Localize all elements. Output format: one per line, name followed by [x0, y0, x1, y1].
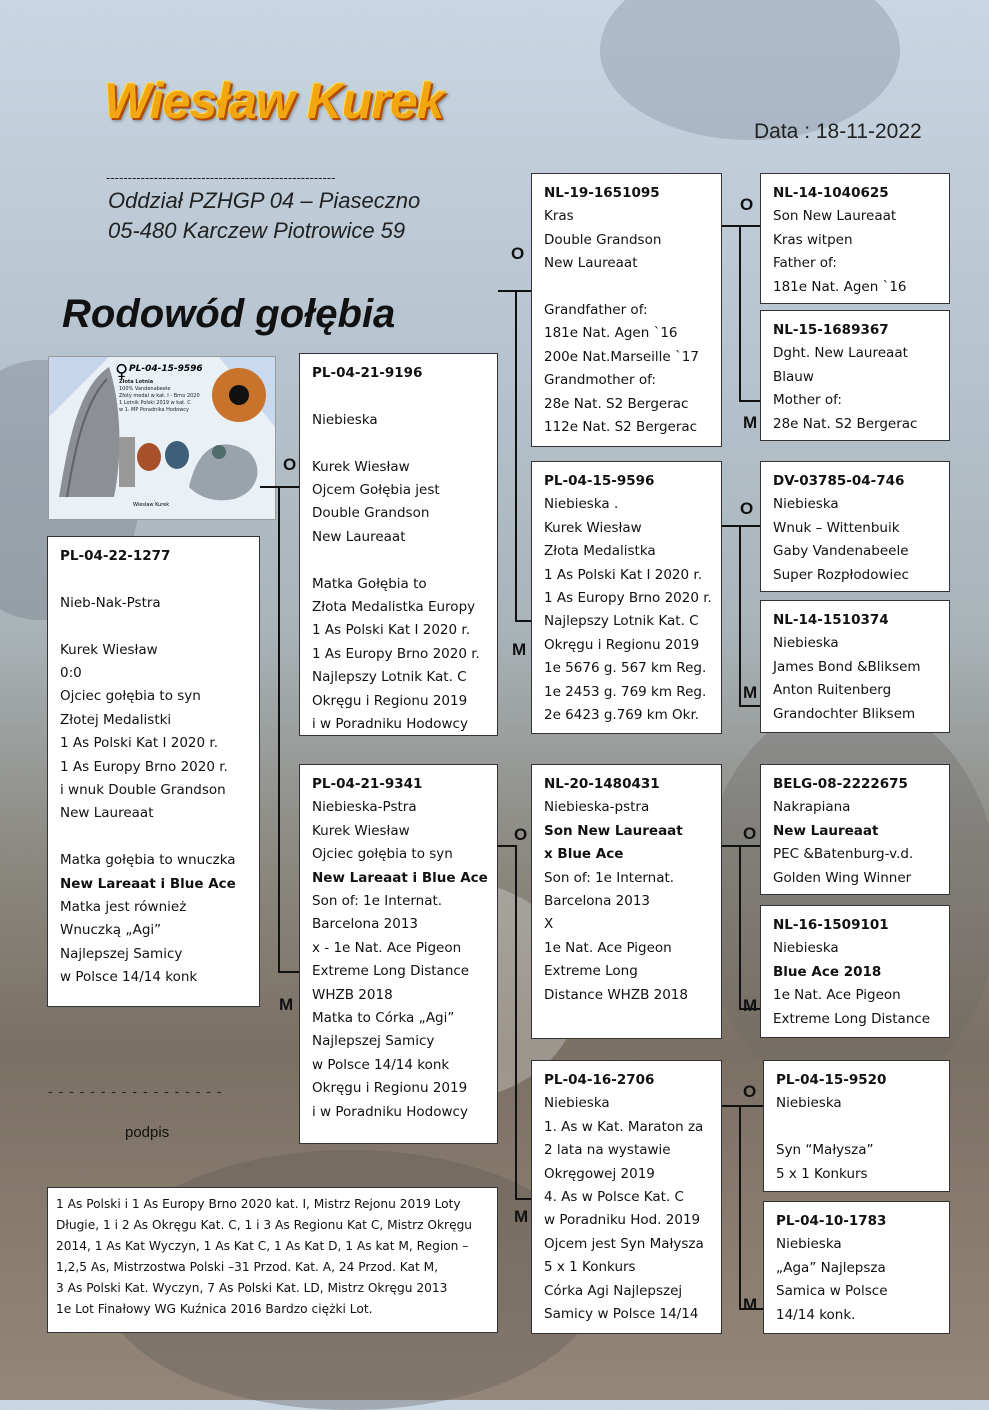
background-pigeon-blur — [600, 0, 900, 140]
photo-owner: Wiesław Kurek — [133, 502, 170, 508]
connector-line — [739, 225, 760, 227]
pedigree-line: Kurek Wiesław — [312, 822, 410, 839]
photo-caption-line: w 1. MP Poradnika Hodowcy — [119, 407, 190, 413]
pedigree-line: Okręgu i Regionu 2019 — [312, 1080, 468, 1097]
background-pigeon-blur — [700, 700, 989, 1100]
pedigree-line: Najlepszej Samicy — [312, 1033, 435, 1050]
ring-number: NL-20-1480431 — [544, 776, 660, 792]
connector-line — [722, 225, 739, 227]
pedigree-line: 1 As Polski Kat I 2020 r. — [312, 622, 470, 639]
pedigree-line: Najlepszy Lotnik Kat. C — [544, 613, 699, 630]
pedigree-line: i w Poradniku Hodowcy — [312, 1103, 468, 1120]
pedigree-line: New Laureaat — [60, 805, 154, 822]
connector-line — [278, 486, 299, 488]
pedigree-line: 1e Nat. Ace Pigeon — [773, 987, 901, 1004]
pedigree-line: i w Poradniku Hodowcy — [312, 716, 468, 733]
pedigree-line: Grandochter Bliksem — [773, 705, 916, 722]
pedigree-line: Niebieska — [773, 940, 839, 957]
pedigree-line: 1. As w Kat. Maraton za — [544, 1118, 704, 1135]
connector-line — [515, 290, 531, 292]
connector-line — [278, 486, 280, 972]
achievement-line: 2014, 1 As Kat Wyczyn, 1 As Kat C, 1 As Kat D, 1 As kat M, Region – — [56, 1239, 469, 1253]
pedigree-line: Wnuk – Wittenbuik — [773, 519, 900, 536]
pedigree-line: James Bond &Bliksem — [773, 658, 921, 675]
paternal-grandmother-card — [531, 461, 722, 734]
pedigree-line: Niebieska . — [544, 496, 619, 513]
mother-card — [299, 764, 498, 1144]
photo-caption-line: Złoty medal w kat. I - Brno 2020 — [119, 393, 200, 399]
pedigree-line: Kurek Wiesław — [60, 641, 158, 658]
pedigree-line: Niebieska — [776, 1095, 842, 1112]
ring-number: PL-04-10-1783 — [776, 1213, 887, 1229]
pedigree-line: Samicy w Polsce 14/14 — [544, 1306, 699, 1323]
pedigree-line: 1e 2453 g. 769 km Reg. — [544, 683, 707, 700]
pedigree-line: Złota Medalistka Europy — [312, 599, 476, 616]
pedigree-line: 14/14 konk. — [776, 1306, 856, 1323]
pedigree-line: 1 As Europy Brno 2020 r. — [312, 645, 480, 662]
pedigree-line: w Polsce 14/14 konk — [312, 1056, 450, 1073]
pedigree-line: Mother of: — [773, 392, 842, 409]
mother-mark: M — [743, 413, 758, 432]
great-grandparent-card — [760, 461, 950, 592]
pedigree-line: Nieb-Nak-Pstra — [60, 594, 161, 611]
pedigree-line: Córka Agi Najlepszej — [544, 1282, 683, 1299]
pedigree-line: Son New Laureaat — [544, 822, 683, 839]
mother-mark: M — [743, 1295, 758, 1314]
pedigree-line: 2 lata na wystawie — [544, 1142, 671, 1159]
father-mark: O — [743, 824, 757, 843]
mother-mark: M — [512, 640, 527, 659]
connector-line — [498, 845, 515, 847]
connector-line — [739, 1105, 741, 1310]
pedigree-line: Extreme Long Distance — [773, 1010, 931, 1027]
pedigree-line: Okręgowej 2019 — [544, 1165, 655, 1182]
connector-line — [515, 620, 531, 622]
pedigree-line: Syn “Małysza” — [776, 1142, 874, 1159]
pedigree-line — [312, 549, 487, 572]
ring-number: NL-15-1689367 — [773, 322, 889, 338]
pedigree-line: x Blue Ace — [544, 846, 624, 863]
connector-line — [260, 486, 279, 488]
pedigree-line — [60, 826, 249, 849]
venus-symbol-icon: ♀ — [115, 361, 129, 382]
father-mark: O — [283, 455, 297, 474]
pedigree-line: Kurek Wiesław — [312, 458, 410, 475]
pedigree-line: 112e Nat. S2 Bergerac — [544, 419, 698, 436]
pedigree-line: 1 As Polski Kat I 2020 r. — [544, 566, 702, 583]
connector-line — [739, 845, 741, 1010]
father-mark: O — [743, 1082, 757, 1101]
pedigree-line: 28e Nat. S2 Bergerac — [773, 415, 918, 432]
pedigree-line: 1 As Europy Brno 2020 r. — [544, 590, 712, 607]
pedigree-line: 0:0 — [60, 665, 82, 681]
father-card — [299, 353, 498, 736]
pedigree-line: Ojciec gołębia to syn — [60, 688, 201, 705]
pedigree-line: 1e 5676 g. 567 km Reg. — [544, 660, 707, 677]
connector-line — [739, 705, 760, 707]
achievement-line: 1 As Polski i 1 As Europy Brno 2020 kat. I, Mistrz Rejonu 2019 Loty — [56, 1197, 461, 1211]
ring-number: PL-04-21-9341 — [312, 776, 423, 792]
pedigree-line: Grandmother of: — [544, 372, 656, 389]
pedigree-line: Nakrapiana — [773, 799, 851, 816]
pedigree-line: Grandfather of: — [544, 302, 648, 319]
pedigree-line: Złotej Medalistki — [60, 711, 172, 728]
pedigree-line: Kras witpen — [773, 231, 853, 248]
pedigree-line: Matka to Córka „Agi” — [312, 1010, 455, 1027]
pedigree-line: 1e Nat. Ace Pigeon — [544, 939, 672, 956]
pedigree-line: Matka gołębia to wnuczka — [60, 852, 236, 869]
pedigree-line: Extreme Long — [544, 963, 638, 980]
mother-mark: M — [514, 1207, 529, 1226]
pedigree-line: New Laureaat — [773, 822, 879, 839]
pedigree-line — [312, 432, 487, 455]
pedigree-line: New Lareaat i Blue Ace — [60, 875, 236, 892]
ring-number: PL-04-21-9196 — [312, 365, 423, 381]
pedigree-line: Ojcem Gołębia jest — [312, 482, 440, 498]
pedigree-line: 4. As w Polsce Kat. C — [544, 1189, 684, 1206]
ring-number: DV-03785-04-746 — [773, 473, 905, 489]
father-mark: O — [740, 499, 754, 518]
connector-line — [739, 845, 760, 847]
connector-line — [722, 1105, 739, 1107]
connector-line — [739, 225, 741, 402]
pedigree-line: 200e Nat.Marseille `17 — [544, 348, 699, 365]
great-grandparent-card — [763, 1201, 950, 1334]
pedigree-line: New Lareaat i Blue Ace — [312, 869, 488, 886]
pedigree-line: 28e Nat. S2 Bergerac — [544, 395, 689, 412]
pedigree-line: Son of: 1e Internat. — [544, 869, 675, 886]
pedigree-line: 181e Nat. Agen `16 — [773, 278, 907, 295]
mother-mark: M — [743, 996, 758, 1015]
achievement-line: 1e Lot Finałowy WG Kuźnica 2016 Bardzo ciężki Lot. — [56, 1302, 373, 1316]
ring-number: BELG-08-2222675 — [773, 776, 908, 792]
connector-line — [722, 525, 739, 527]
pedigree-line: Extreme Long Distance — [312, 963, 470, 980]
signature-label: podpis — [125, 1124, 170, 1141]
breeder-name-logo: Wiesław Kurek — [104, 73, 444, 129]
pedigree-line: Ojcem jest Syn Małysza — [544, 1235, 704, 1252]
connector-line — [739, 525, 741, 705]
signature-line: - - - - - - - - - - - - - - - - - — [48, 1083, 223, 1099]
connector-line — [515, 845, 517, 1200]
father-mark: O — [514, 825, 528, 844]
pedigree-line: PEC &Batenburg-v.d. — [773, 846, 914, 863]
great-grandparent-card — [763, 1060, 950, 1192]
pedigree-line: Ojciec gołębia to syn — [312, 846, 453, 863]
pedigree-line: „Aga” Najlepsza — [776, 1259, 886, 1276]
pedigree-line: Anton Ruitenberg — [773, 682, 892, 699]
pigeon-photo-card — [48, 356, 276, 520]
photo-caption-line: 1 Lotnik Polski 2019 w kat. C — [119, 400, 191, 406]
achievement-line: 1,2,5 As, Mistrzostwa Polski –31 Przod. Kat. A, 24 Przod. Kat M, — [56, 1260, 439, 1274]
pedigree-line: Niebieska — [544, 1095, 610, 1112]
pedigree-line: Kurek Wiesław — [544, 519, 642, 536]
pedigree-line — [312, 385, 487, 408]
pedigree-line: New Laureaat — [312, 528, 406, 545]
pedigree-line: Son of: 1e Internat. — [312, 893, 443, 910]
great-grandparent-card — [760, 764, 950, 895]
connector-line — [722, 845, 739, 847]
achievement-line: 3 As Polski Kat. Wyczyn, 7 As Polski Kat. LD, Mistrz Okręgu 2013 — [56, 1281, 448, 1295]
pedigree-line: 181e Nat. Agen `16 — [544, 325, 678, 342]
pedigree-date: Data : 18-11-2022 — [754, 120, 922, 143]
pedigree-line: Niebieska-pstra — [544, 799, 650, 816]
father-mark: O — [740, 195, 754, 214]
pedigree-line: 2e 6423 g.769 km Okr. — [544, 707, 700, 724]
pedigree-line: WHZB 2018 — [312, 986, 393, 1003]
pedigree-line: Dght. New Laureaat — [773, 345, 908, 362]
connector-line — [515, 1198, 531, 1200]
pedigree-line: New Laureaat — [544, 255, 638, 272]
great-grandparent-card — [760, 173, 950, 304]
pedigree-line: Blue Ace 2018 — [773, 963, 882, 980]
ring-number: PL-04-16-2706 — [544, 1072, 655, 1088]
pedigree-line: x - 1e Nat. Ace Pigeon — [312, 939, 462, 956]
pedigree-line: Kras — [544, 208, 574, 225]
pedigree-line: Okręgu i Regionu 2019 — [312, 692, 468, 709]
connector-line — [739, 400, 760, 402]
street-address-line: 05-480 Karczew Piotrowice 59 — [108, 218, 406, 243]
ring-number: NL-16-1509101 — [773, 917, 889, 933]
pedigree-line — [776, 1116, 939, 1139]
pedigree-line: Niebieska — [312, 411, 378, 428]
maternal-grandmother-card — [531, 1060, 722, 1334]
mother-mark: M — [279, 995, 294, 1014]
photo-caption-line: 100% Vandenabeele — [119, 386, 171, 392]
pedigree-line: w Poradniku Hod. 2019 — [544, 1212, 701, 1229]
pedigree-line: Blauw — [773, 368, 814, 385]
paternal-grandfather-card — [531, 173, 722, 447]
pedigree-line: Najlepszy Lotnik Kat. C — [312, 669, 467, 686]
connector-line — [739, 1105, 763, 1107]
pedigree-line: w Polsce 14/14 konk — [60, 969, 198, 986]
pedigree-line — [60, 568, 249, 591]
maternal-grandfather-card — [531, 764, 722, 1039]
pedigree-line — [60, 615, 249, 638]
pedigree-line: Distance WHZB 2018 — [544, 986, 688, 1003]
pedigree-line: Złota Medalistka — [544, 543, 656, 560]
connector-line — [515, 290, 517, 622]
father-mark: O — [511, 244, 525, 263]
pedigree-line: Niebieska-Pstra — [312, 799, 417, 816]
pedigree-line: Niebieska — [773, 496, 839, 513]
pedigree-line — [544, 276, 711, 299]
connector-line — [498, 290, 515, 292]
pedigree-line: 1 As Europy Brno 2020 r. — [60, 758, 228, 775]
pedigree-line: Super Rozpłodowiec — [773, 566, 909, 583]
pedigree-line: Najlepszej Samicy — [60, 945, 183, 962]
pedigree-line: Double Grandson — [544, 231, 662, 248]
pedigree-line: 1 As Polski Kat I 2020 r. — [60, 735, 218, 752]
great-grandparent-card — [760, 310, 950, 441]
photo-ring-number: PL-04-15-9596 — [129, 364, 203, 374]
ring-number: PL-04-15-9520 — [776, 1072, 887, 1088]
pedigree-line: Gaby Vandenabeele — [773, 543, 909, 560]
club-address-line: Oddział PZHGP 04 – Piaseczno — [108, 188, 421, 213]
page-title: Rodowód gołębia — [62, 292, 396, 336]
pedigree-line: Niebieska — [776, 1236, 842, 1253]
connector-line — [739, 525, 760, 527]
pedigree-line: X — [544, 916, 554, 933]
pedigree-line: Double Grandson — [312, 505, 430, 522]
pedigree-line: Barcelona 2013 — [312, 916, 419, 933]
pedigree-line: Golden Wing Winner — [773, 869, 912, 886]
header-divider: ----------------------------------------------------- — [106, 170, 336, 185]
ring-number: PL-04-15-9596 — [544, 473, 655, 489]
photo-caption-line: Złota Lotnia — [119, 379, 154, 385]
photo-caption — [119, 379, 200, 414]
pedigree-line: Wnuczką „Agi” — [60, 922, 162, 939]
pedigree-line: 5 x 1 Konkurs — [776, 1165, 868, 1182]
subject-pigeon-card — [47, 536, 260, 1007]
great-grandparent-card — [760, 905, 950, 1038]
pedigree-line: Matka Gołębia to — [312, 575, 427, 592]
ring-number: NL-14-1510374 — [773, 612, 889, 628]
ring-number: PL-04-22-1277 — [60, 548, 171, 564]
pedigree-line: Niebieska — [773, 635, 839, 652]
pedigree-line: Samica w Polsce — [776, 1283, 888, 1300]
pedigree-line: Son New Laureaat — [773, 208, 897, 225]
pedigree-line: Barcelona 2013 — [544, 893, 651, 910]
ring-number: NL-14-1040625 — [773, 185, 889, 201]
pedigree-line: 5 x 1 Konkurs — [544, 1259, 636, 1276]
breeder-achievements — [47, 1187, 498, 1333]
connector-line — [278, 971, 299, 973]
pedigree-line: Father of: — [773, 255, 837, 272]
pedigree-line: Okręgu i Regionu 2019 — [544, 636, 700, 653]
achievement-line: Długie, 1 i 2 As Okręgu Kat. C, 1 i 3 As Regionu Kat C, Mistrz Okręgu — [56, 1218, 473, 1232]
great-grandparent-card — [760, 600, 950, 733]
mother-mark: M — [743, 683, 758, 702]
pedigree-line: i wnuk Double Grandson — [60, 782, 226, 799]
ring-number: NL-19-1651095 — [544, 185, 660, 201]
pedigree-line: Matka jest również — [60, 899, 187, 916]
